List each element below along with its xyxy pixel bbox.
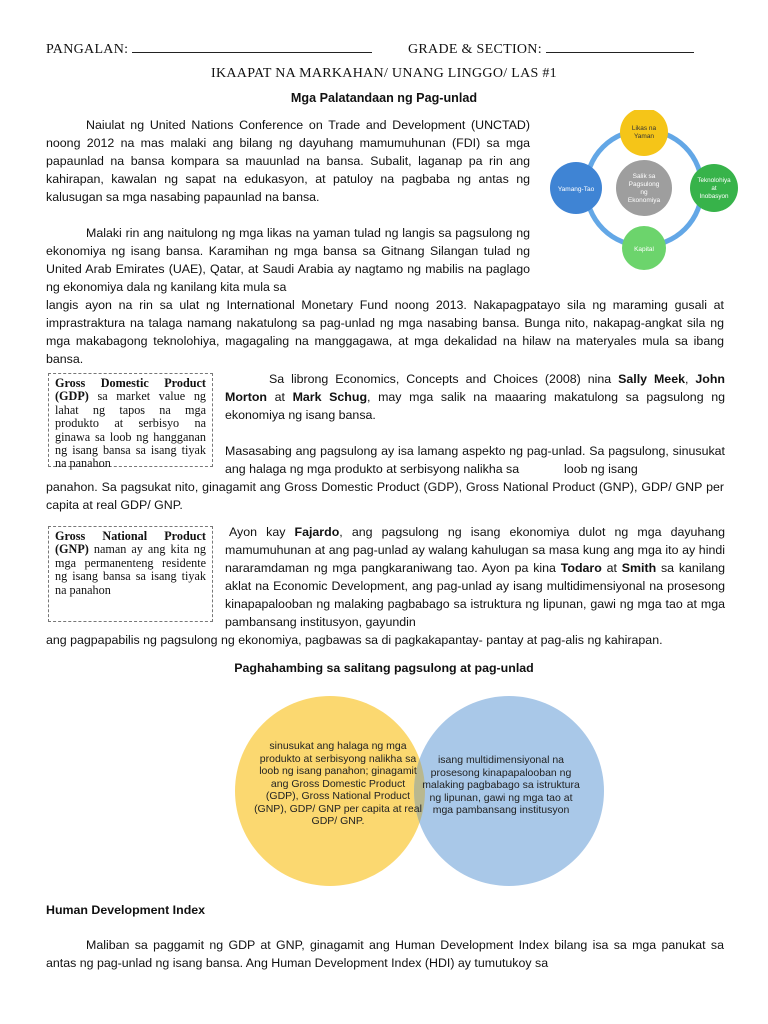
svg-text:ng: ng (640, 189, 648, 196)
author-meek: Sally Meek (618, 372, 685, 386)
gdp-term: Gross Domestic Product (GDP) (55, 376, 206, 404)
svg-text:Kapital: Kapital (634, 246, 654, 253)
gdp-definition-box (48, 373, 213, 471)
quarter-line: IKAAPAT NA MARKAHAN/ UNANG LINGGO/ LAS #1 (211, 66, 557, 81)
grade-line (408, 40, 694, 58)
svg-text:Inobasyon: Inobasyon (699, 193, 729, 200)
comparison-heading: Paghahambing sa salitang pagsulong at pag-unlad (234, 661, 534, 675)
hdi-paragraph: Maliban sa paggamit ng GDP at GNP, ginagamit ang Human Development Index bilang isa sa mga panukat sa antas ng pag-unlad ng isang bansa. Ang Human Development Index (HDI) ay tumutukoy sa (46, 938, 724, 970)
cycle-center (616, 160, 672, 216)
name-label: PANGALAN: (46, 42, 129, 57)
grade-blank[interactable] (546, 40, 694, 53)
svg-text:Pagsulong: Pagsulong (628, 181, 660, 188)
svg-text:Yaman: Yaman (633, 133, 655, 140)
svg-text:Teknolohiya: Teknolohiya (697, 177, 731, 184)
svg-text:at: at (711, 185, 717, 192)
paragraph-5-last: ang pagpapabilis ng pagsulong ng ekonomiya, pagbawas sa di pagkakapantay- pantay at pag-alis ng kahirapan. (46, 633, 663, 647)
paragraph-5: Ayon kay Fajardo, ang pagsulong ng isang ekonomiya dulot ng mga dayuhang mamumuhunan at ang pag-unlad ay walang kahulugan sa masa kung ang mga ito ay hindi nararamdaman ng mga pangkaraniwang tao. Ayon pa kina Todaro at Smith sa kanilang aklat na Economic Development, ang pag-unlad ay isang multidimensiyonal na prosesong kinapapalooban ng malaking pagbabago sa istruktura ng lipunan, gawi ng mga tao at mga pambansang institusyon, gayundin (225, 525, 726, 629)
gdp-definition: sa market value ng lahat ng tapos na mga produkto at serbisyo na ginawa sa loob ng hangganan ng isang bansa sa isang tiyak na panahon (55, 389, 207, 471)
page-title: Mga Palatandaan ng Pag-unlad (290, 91, 478, 105)
svg-text:Yamang-Tao: Yamang-Tao (557, 186, 595, 193)
cycle-diagram (540, 110, 755, 270)
author-morton: John Morton (225, 372, 725, 404)
svg-text:Salik sa: Salik sa (632, 173, 656, 180)
name-blank[interactable] (132, 40, 372, 53)
svg-text:Ekonomiya: Ekonomiya (627, 197, 661, 204)
paragraph-3: Sa librong Economics, Concepts and Choices (2008) nina Sally Meek, John Morton at Mark Schug, may mga salik na maaaring makatulong sa pagsulong ng ekonomiya ng isang bansa. (225, 372, 726, 422)
author-fajardo: Fajardo (294, 525, 340, 539)
gnp-term: Gross National Product (GNP) (55, 529, 206, 557)
author-todaro: Todaro (560, 561, 602, 575)
venn-right-text: isang multidimensiyonal na prosesong kinapapalooban ng malaking pagbabago sa istruktura ng lipunan, gawi ng mga tao at mga pambansang institusyon (422, 754, 580, 816)
paragraph-2b: langis ayon na rin sa ulat ng International Monetary Fund noong 2013. Nakapagpatayo sila ng maraming gusali at imprastraktura na talaga namang nakatulong sa pag-unlad ng mga nasabing bansa. Bunga nito, nakapag-angkat sila ng mga makabagong teknolohiya, magagaling na manggagawa, at mga dekalidad na hilaw na materyales mula sa ibang bansa. (46, 298, 724, 366)
venn-left-text: sinusukat ang halaga ng mga produkto at serbisyong nalikha sa loob ng isang panahon; ginagamit ang Gross Domestic Product (GDP), Gross National Product (GNP), GDP/ GNP per capita at real GDP/ GNP. (254, 740, 422, 827)
gnp-definition: naman ay ang kita ng mga permanenteng residente ng isang bansa sa isang tiyak na panahon (55, 542, 206, 597)
hdi-heading: Human Development Index (46, 903, 206, 917)
author-schug: Mark Schug (292, 390, 368, 404)
paragraph-4a: Masasabing ang pagsulong ay isa lamang aspekto ng pag-unlad. Sa pagsulong, sinusukat ang halaga ng mga produkto at serbisyong nalikha sa loob ng isang (225, 444, 725, 476)
gnp-definition-box (48, 526, 213, 622)
paragraph-2a: Malaki rin ang naitulong ng mga likas na yaman tulad ng langis sa pagsulong ng ekonomiya ng isang bansa. Karamihan ng mga bansa sa Gitnang Silangan tulad ng United Arab Emirates (UAE), Qatar, at Saudi Arabia ay nagtamo ng mabilis na paglago ng ekonomiya dala ng kanilang kita mula sa (46, 226, 530, 294)
svg-text:Likas na: Likas na (631, 125, 657, 132)
paragraph-1: Naiulat ng United Nations Conference on Trade and Development (UNCTAD) noong 2012 na mas malaki ang bilang ng dayuhang mamumuhunan (FDI) sa mga papaunlad na bansa kompara sa mauunlad na bansa. Subalit, laganap pa rin ang kahirapan, kawalan ng sapat na edukasyon, at patuloy na pagbaba ng antas ng kalusugan sa mga nasabing papaunlad na bansa. (46, 118, 530, 204)
author-smith: Smith (621, 561, 657, 575)
name-line (46, 40, 372, 58)
grade-label: GRADE & SECTION: (408, 42, 542, 57)
paragraph-4b: panahon. Sa pagsukat nito, ginagamit ang Gross Domestic Product (GDP), Gross National Product (GNP), GDP/ GNP per capita at real GDP/ GNP. (46, 480, 724, 512)
